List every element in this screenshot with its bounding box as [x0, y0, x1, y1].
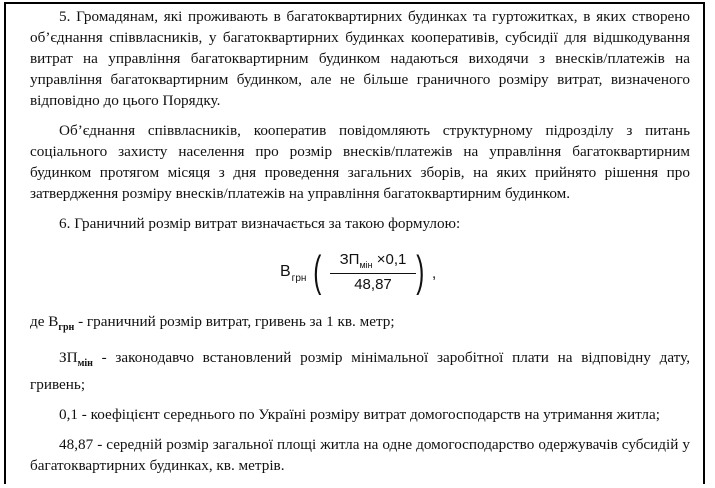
definition-vgrn: де $В_{грн}$ - граничний розмір витрат, гривень за 1 кв. метр; [30, 313, 395, 333]
right-paren: ) [416, 247, 425, 296]
formula-denominator: 48,87 [354, 276, 392, 293]
formula-fraction [328, 249, 418, 296]
definition-area: 48,87 - середній розмір загальної площі житла на одне домогосподарство одержувачів субсидій у багатоквартирних будинках, кв. метрів. [30, 436, 690, 474]
left-paren: ( [313, 247, 322, 296]
definition-coefficient: 0,1 - коефіцієнт середнього по Україні розміру витрат домогосподарств на утримання житла; [59, 406, 660, 423]
formula [280, 243, 450, 303]
paragraph-association: Об’єднання співвласників, кооператив повідомляють структурному підрозділу з питань соціального захисту населення про розмір внесків/платежів на управління багатоквартирним будинком протягом місяця з дня проведення загальних зборів, на яких прийнято рішення про затвердження розміру внесків/платежів на управління багатоквартирним будинком. [30, 122, 690, 202]
formula-block [30, 243, 690, 305]
definition-zpmin: $ЗП_{мін}$ - законодавчо встановлений розмір мінімальної заробітної плати на відповідну дату, гривень; [30, 349, 690, 393]
paragraph-5: 5. Громадянам, які проживають в багатоквартирних будинках та гуртожитках, в яких створено об’єднання співвласників, у багатоквартирних будинках кооперативів, субсидії для відшкодування витрат на управління багатоквартирним будинком надаються виходячи з внесків/платежів на управління багатоквартирним будинком, але не більше граничного розміру витрат, визначеного відповідно до цього Порядку. [30, 8, 690, 109]
document-page [30, 6, 690, 485]
formula-lhs: $В_{грн}$ [280, 263, 307, 284]
formula-numerator: $ЗП_{мін} \times 0,1$ [339, 251, 407, 270]
formula-comma: , [432, 265, 437, 282]
paragraph-6: 6. Граничний розмір витрат визначається за такою формулою: [59, 215, 461, 232]
